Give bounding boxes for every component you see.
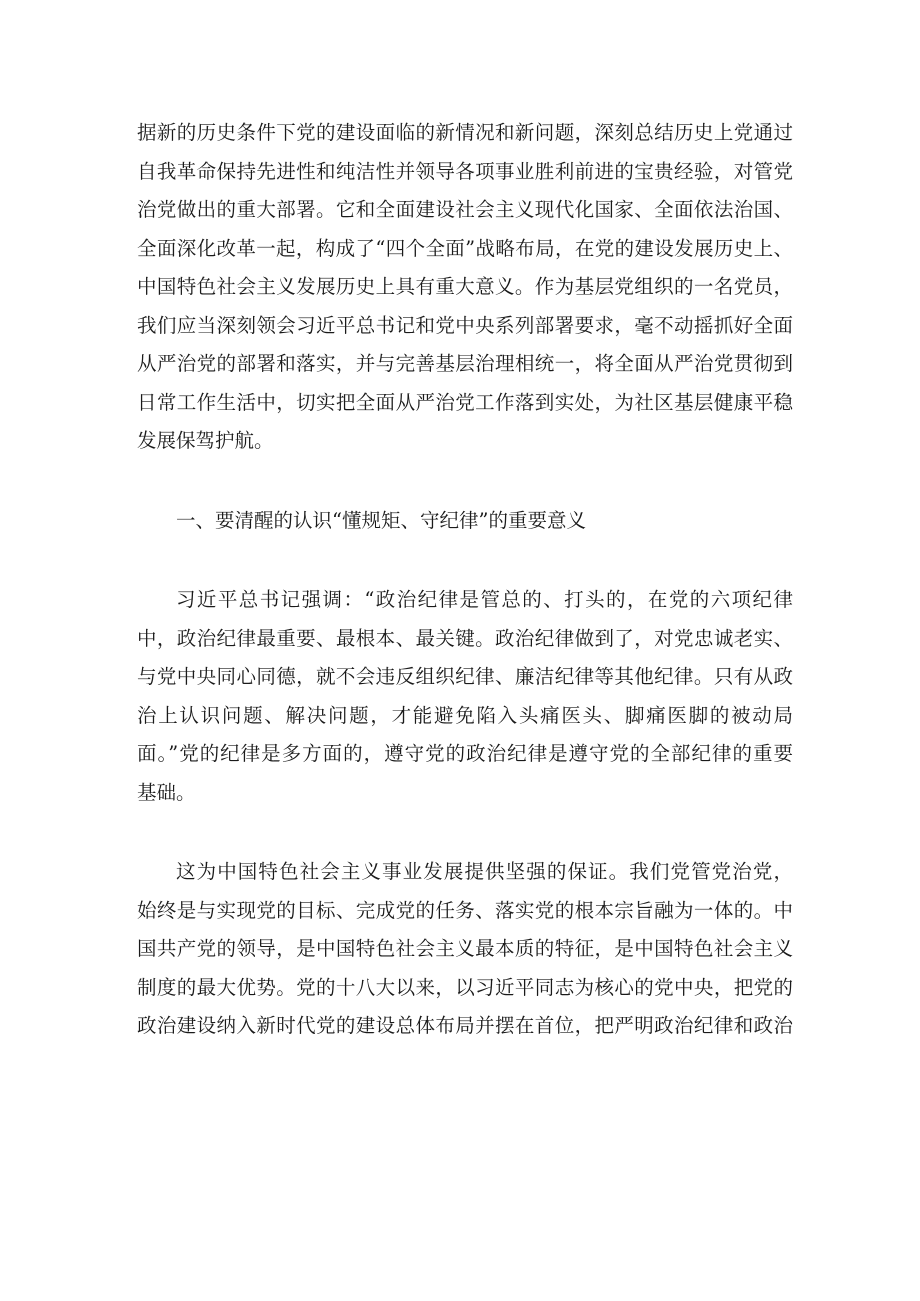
text-line: 据新的历史条件下党的建设面临的新情况和新问题，深刻总结历史上党通过	[137, 121, 793, 144]
paragraph-spacer	[137, 812, 793, 853]
text-line: 始终是与实现党的目标、完成党的任务、落实党的根本宗旨融为一体的。中	[137, 898, 793, 922]
section-heading	[137, 502, 793, 541]
heading-line: 一、要清醒的认识“懂规矩、守纪律”的重要意义	[176, 508, 586, 532]
paragraph-quote	[137, 581, 793, 812]
text-line: 政治建设纳入新时代党的建设总体布局并摆在首位，把严明政治纪律和政治	[137, 1014, 793, 1037]
text-line: 基础。	[137, 780, 196, 804]
text-line: 发展保驾护航。	[137, 429, 274, 452]
text-line: 从严治党的部署和落实，并与完善基层治理相统一，将全面从严治党贯彻到	[137, 352, 793, 375]
paragraph-spacer	[137, 540, 793, 581]
paragraph-intro	[137, 114, 793, 461]
text-line: 习近平总书记强调：“政治纪律是管总的、打头的，在党的六项纪律	[176, 588, 793, 611]
paragraph-body-2	[137, 853, 793, 1046]
text-line: 中，政治纪律最重要、最根本、最关键。政治纪律做到了，对党忠诚老实、	[137, 626, 793, 650]
text-line: 自我革命保持先进性和纯洁性并领导各项事业胜利前进的宝贵经验，对管党	[137, 159, 793, 183]
text-line: 治党做出的重大部署。它和全面建设社会主义现代化国家、全面依法治国、	[137, 198, 793, 221]
text-line: 与党中央同心同德，就不会违反组织纪律、廉洁纪律等其他纪律。只有从政	[137, 665, 793, 688]
text-line: 我们应当深刻领会习近平总书记和党中央系列部署要求，毫不动摇抓好全面	[137, 313, 793, 337]
text-line: 治上认识问题、解决问题，才能避免陷入头痛医头、脚痛医脚的被动局	[137, 703, 793, 727]
text-line: 中国特色社会主义发展历史上具有重大意义。作为基层党组织的一名党员，	[137, 275, 793, 298]
document-body	[137, 114, 793, 1046]
text-line: 面。”党的纪律是多方面的，遵守党的政治纪律是遵守党的全部纪律的重要	[137, 742, 793, 765]
text-line: 这为中国特色社会主义事业发展提供坚强的保证。我们党管党治党，	[176, 860, 793, 883]
text-line: 全面深化改革一起，构成了“四个全面”战略布局，在党的建设发展历史上、	[137, 236, 793, 260]
paragraph-spacer	[137, 461, 793, 502]
text-line: 国共产党的领导，是中国特色社会主义最本质的特征，是中国特色社会主义	[137, 937, 793, 960]
text-line: 日常工作生活中，切实把全面从严治党工作落到实处，为社区基层健康平稳	[137, 390, 793, 414]
text-line: 制度的最大优势。党的十八大以来，以习近平同志为核心的党中央，把党的	[137, 975, 793, 999]
